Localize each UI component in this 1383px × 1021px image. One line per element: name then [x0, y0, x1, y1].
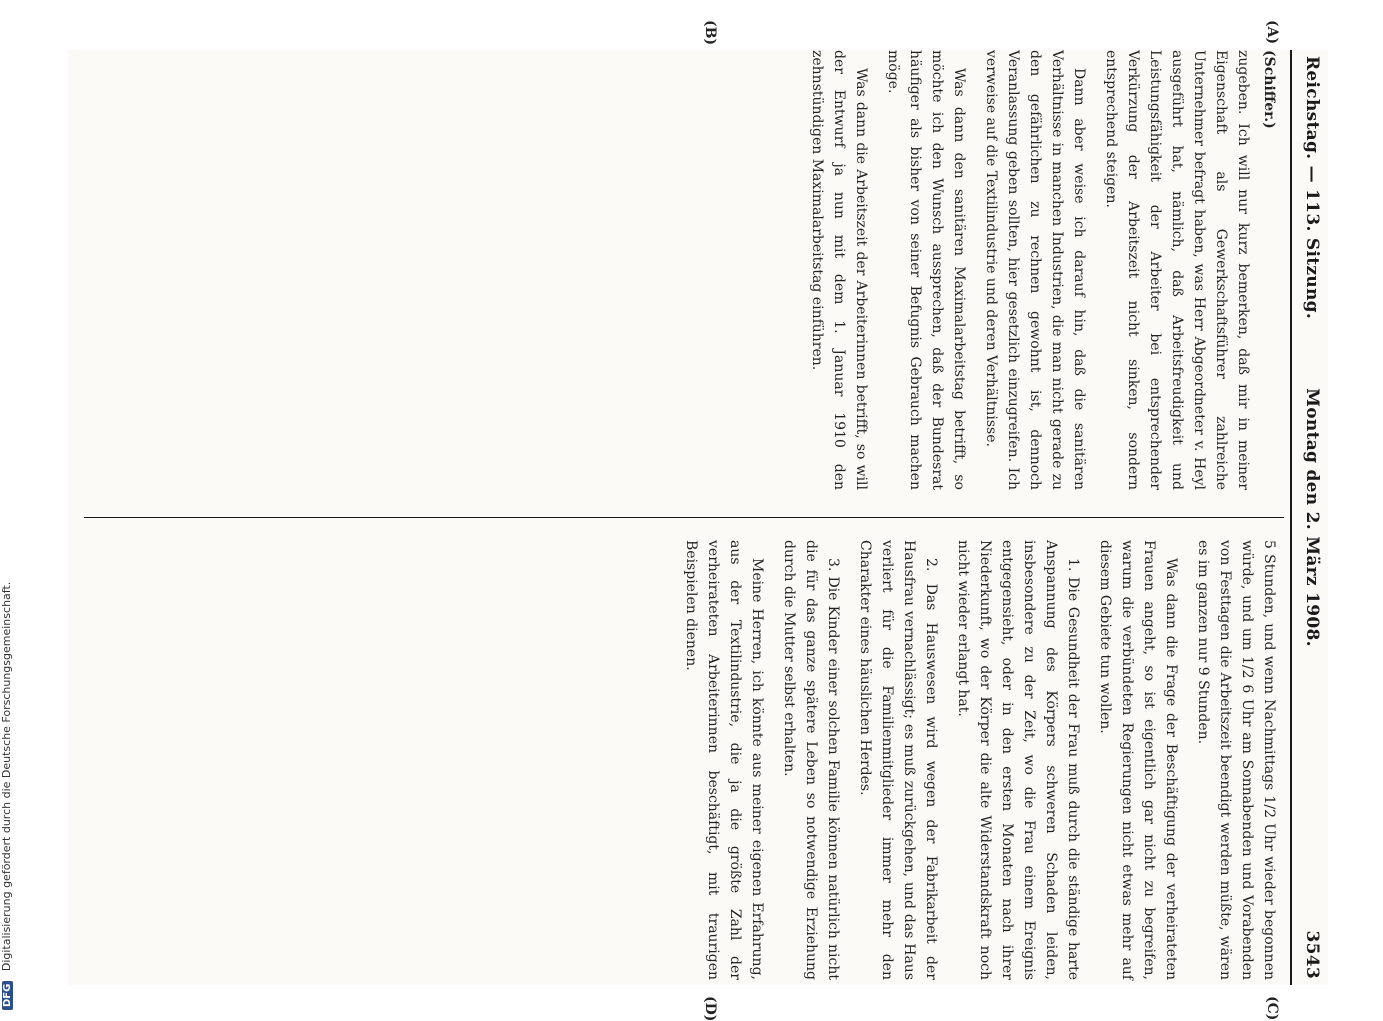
list-item: 1. Die Gesundheit der Frau muß durch die ständige harte Anspannung des Körpers schweren Schaden leiden, insbesondere zu der Zeit, wo die Frau einem Ereignis entgegensieht, oder in den ersten Monaten nach ihrer Niederkunft, wo der Körper die alte Widerstandskraft noch nicht wieder erlangt hat. — [955, 540, 1081, 980]
margin-mark-a: (A) — [1264, 20, 1280, 45]
footer-text: Digitalisierung gefördert durch die Deutsche Forschungsgemeinschaft. — [0, 581, 13, 972]
paragraph: Meine Herren, ich könnte aus meiner eigenen Erfahrung, aus der Textilindustrie, die ja die größte Zahl der verheirateten Arbeiterinnen beschäftigt, mit traurigen Beispielen dienen. — [683, 540, 765, 980]
paragraph: zugeben. Ich will nur kurz bemerken, daß mir in meiner Eigenschaft als Gewerkschaftsführer zahlreiche Unternehmer befragt haben, was Herr Abgeordneter v. Heyl ausgeführt hat, nämlich, daß Arbeitsfreudigkeit und Leistungsfähigkeit der Arbeiter bei entsprechender Verkürzung der Arbeitszeit nicht sinken, sondern entsprechend steigen. — [1103, 50, 1251, 490]
text-column-left — [80, 50, 1280, 490]
paragraph: 5 Stunden, und wenn Nachmittags 1/2 Uhr wieder begonnen würde, und um 1/2 6 Uhr am Sonnabenden und Vorabenden von Festtagen die Arbeitszeit beendigt werden müßte, wären es im ganzen nur 9 Stunden. — [1195, 540, 1277, 980]
paragraph: Dann aber weise ich darauf hin, daß die sanitären Verhältnisse in manchen Industrien, die man nicht gerade zu den gefährlichen zu rechnen gewohnt ist, dennoch Veranlassung geben sollten, hier gesetzlich einzugreifen. Ich verweise auf die Textilindustrie und deren Verhältnisse. — [983, 50, 1087, 490]
paragraph: Was dann den sanitären Maximalarbeitstag betrifft, so möchte ich den Wunsch aussprechen, daß der Bundesrat häufiger als bisher von seiner Befugnis Gebrauch machen möge. — [885, 50, 967, 490]
page-header — [1292, 50, 1328, 985]
document-page — [68, 20, 1328, 1021]
header-rule — [1290, 50, 1292, 985]
dfg-logo: DFG — [2, 981, 13, 1010]
margin-mark-b: (B) — [702, 20, 718, 46]
margin-mark-d: (D) — [702, 996, 718, 1021]
footer-credit — [0, 10, 13, 1010]
text-column-right — [80, 540, 1280, 980]
page-header-date: Montag den 2. März 1908. — [1302, 388, 1322, 647]
page-header-title: Reichstag. — 113. Sitzung. — [1302, 56, 1322, 320]
paragraph: Was dann die Arbeitszeit der Arbeiterinnen betrifft, so will der Entwurf ja nun mit dem 1. Januar 1910 den zehnstündigen Maximalarbeitstag einführen. — [809, 50, 869, 490]
paragraph: Was dann die Frage der Beschäftigung der verheirateten Frauen angeht, so ist eigentlich gar nicht zu begreifen, warum die verbündeten Regierungen nicht etwas mehr auf diesem Gebiete tun wollen. — [1097, 540, 1179, 980]
list-item: 3. Die Kinder einer solchen Familie können natürlich nicht die für das ganze spätere Leben so notwendige Erziehung durch die Mutter selbst erhalten. — [781, 540, 841, 980]
column-divider — [84, 517, 1284, 518]
speaker-name: (Schiffer.) — [1261, 50, 1277, 129]
page-number: 3543 — [1302, 930, 1322, 979]
margin-mark-c: (C) — [1264, 996, 1280, 1021]
list-item: 2. Das Hauswesen wird wegen der Fabrikarbeit der Hausfrau vernachlässigt; es muß zurückgehen, und das Haus verliert für die Familienmitglieder immer mehr den Charakter eines häuslichen Herdes. — [857, 540, 939, 980]
